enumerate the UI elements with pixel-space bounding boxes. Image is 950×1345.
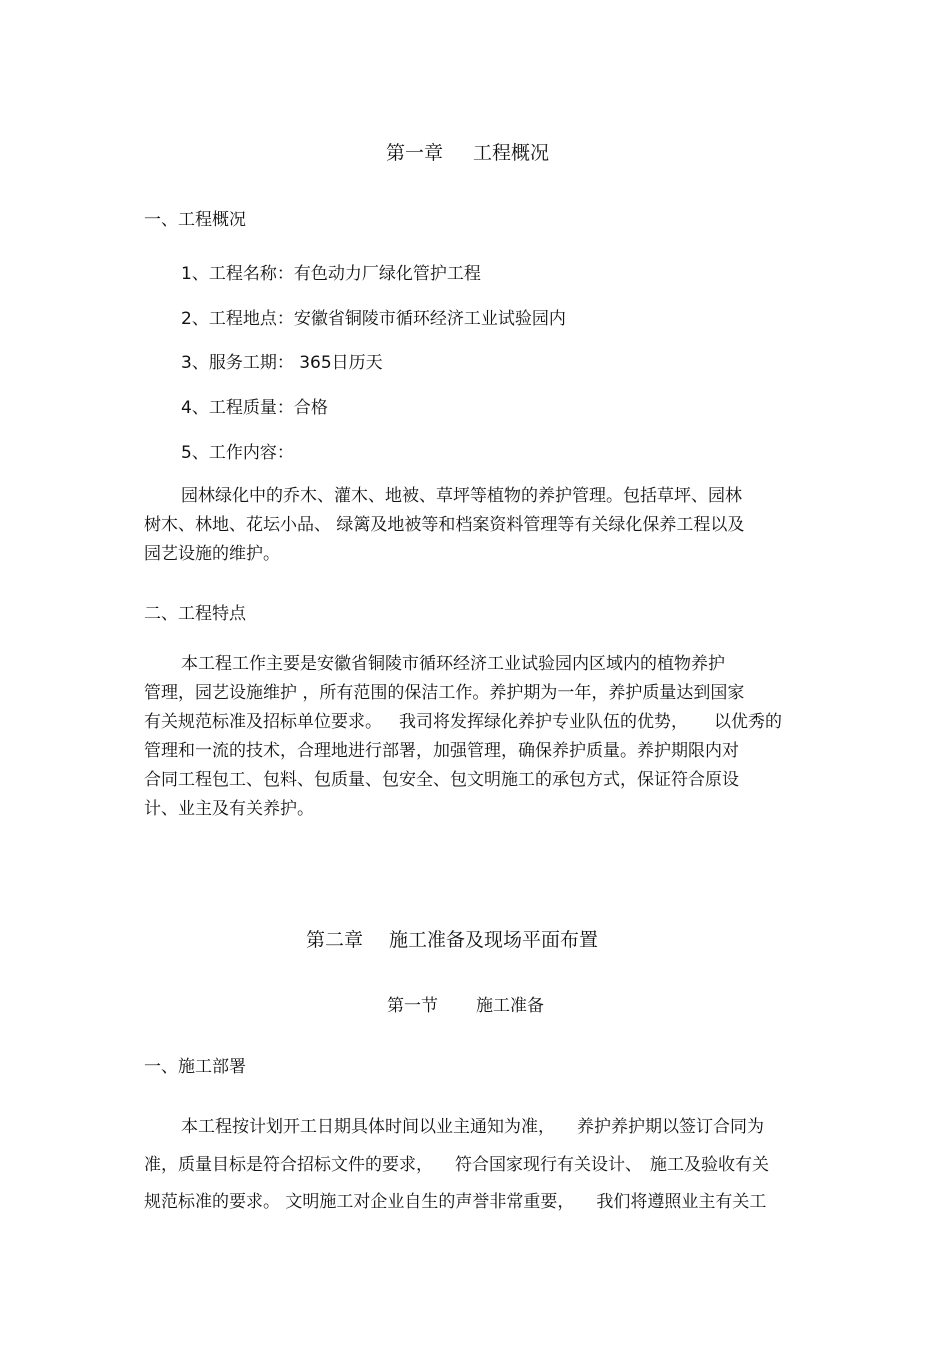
section-node-title — [387, 995, 544, 1017]
paragraph-line: 树木、林地、花坛小品、 绿篱及地被等和档案资料管理等有关绿化保养工程以及 — [144, 515, 745, 535]
section-heading-deployment: 一、施工部署 — [144, 1057, 246, 1077]
paragraph-line: 园林绿化中的乔木、灌木、地被、草坪等植物的养护管理。包括草坪、园林 — [181, 486, 742, 506]
section-heading-overview: 一、工程概况 — [144, 210, 246, 230]
chapter-1-number: 第一章 — [386, 142, 444, 164]
chapter-2-number: 第二章 — [306, 929, 364, 951]
item-project-location: 2、工程地点：安徽省铜陵市循环经济工业试验园内 — [181, 309, 566, 329]
paragraph-line — [144, 711, 782, 733]
paragraph-line — [144, 1191, 766, 1213]
text-segment: 我们将遵照业主有关工 — [596, 1192, 767, 1212]
text-segment: 符合国家现行有关设计、 — [455, 1155, 642, 1175]
paragraph-line: 园艺设施的维护。 — [144, 544, 280, 564]
paragraph-line: 管理和一流的技术，合理地进行部署，加强管理，确保养护质量。养护期限内对 — [144, 741, 739, 761]
chapter-1-name: 工程概况 — [473, 142, 550, 164]
item-project-quality: 4、工程质量：合格 — [181, 398, 328, 418]
text-segment: 养护养护期以签订合同为 — [577, 1117, 764, 1137]
section-heading-features: 二、工程特点 — [144, 604, 246, 624]
text-segment: 本工程按计划开工日期具体时间以业主通知为准， — [181, 1117, 555, 1137]
paragraph-line: 管理，园艺设施维护 ，所有范围的保洁工作。养护期为一年，养护质量达到国家 — [144, 683, 745, 703]
text-segment: 以优秀的 — [714, 712, 782, 732]
item-service-period: 3、服务工期： 365日历天 — [181, 353, 383, 373]
paragraph-line: 计、业主及有关养护。 — [144, 799, 314, 819]
paragraph-line: 本工程工作主要是安徽省铜陵市循环经济工业试验园内区域内的植物养护 — [181, 654, 725, 674]
item-work-content: 5、工作内容： — [181, 443, 294, 463]
text-segment: 施工及验收有关 — [650, 1155, 769, 1175]
chapter-2-name: 施工准备及现场平面布置 — [389, 929, 599, 951]
text-segment: 有关规范标准及招标单位要求。 — [144, 712, 382, 732]
paragraph-line — [144, 1154, 769, 1176]
section-node-name: 施工准备 — [476, 996, 544, 1016]
text-segment: 规范标准的要求。 文明施工对企业自生的声誉非常重要， — [144, 1192, 575, 1212]
item-project-name: 1、工程名称：有色动力厂绿化管护工程 — [181, 264, 481, 284]
paragraph-line: 合同工程包工、包料、包质量、包安全、包文明施工的承包方式，保证符合原设 — [144, 770, 739, 790]
chapter-1-title — [386, 141, 549, 165]
chapter-2-title — [306, 928, 598, 952]
text-segment: 我司将发挥绿化养护专业队伍的优势， — [399, 712, 688, 732]
section-node-number: 第一节 — [387, 996, 438, 1016]
text-segment: 准，质量目标是符合招标文件的要求， — [144, 1155, 433, 1175]
paragraph-line — [181, 1116, 764, 1138]
